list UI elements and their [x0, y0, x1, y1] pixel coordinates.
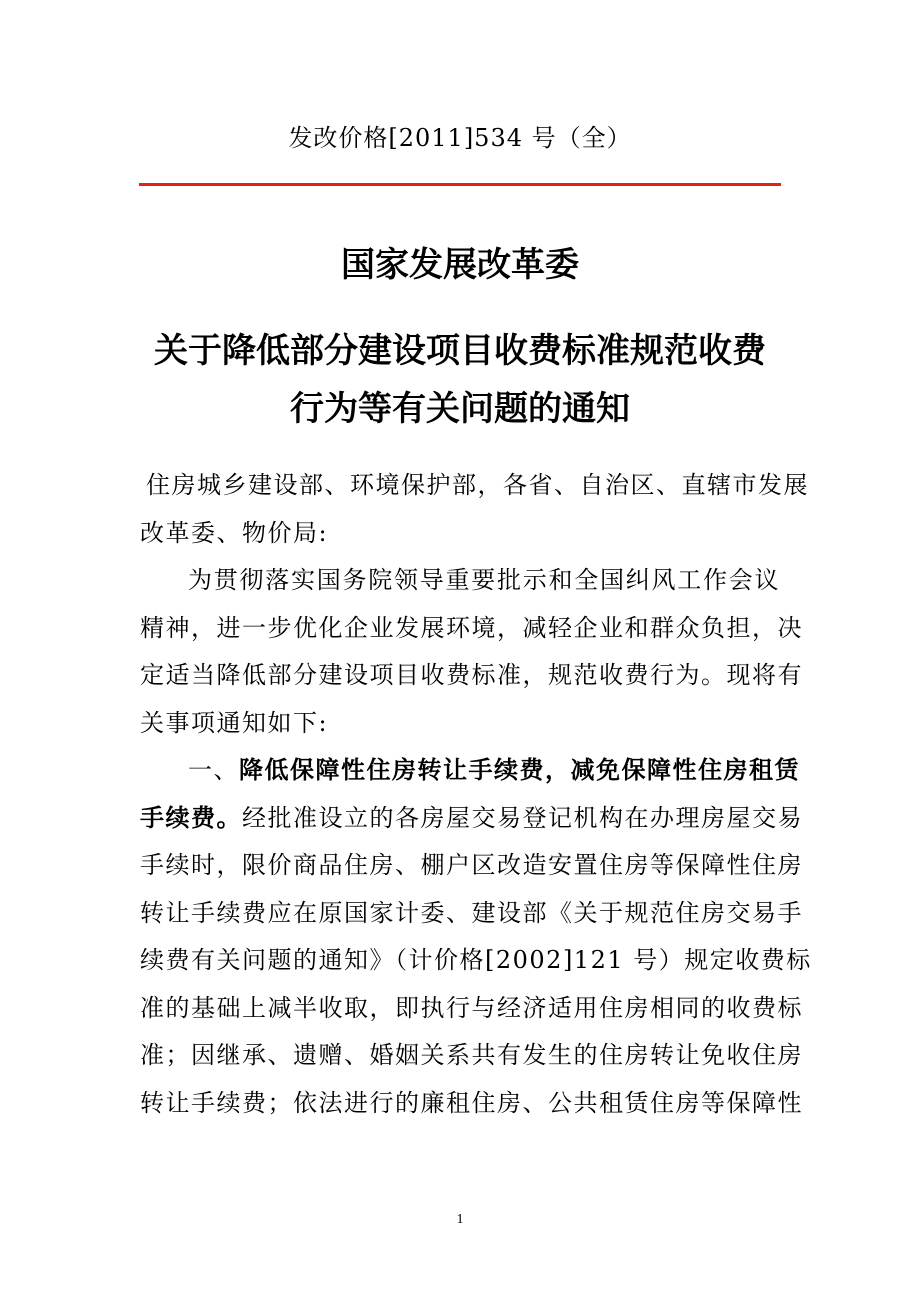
- document-number: 发改价格[2011]534 号（全）: [288, 124, 632, 152]
- intro-line-2: 精神，进一步优化企业发展环境，减轻企业和群众负担，决: [140, 613, 803, 642]
- title-line-1: 关于降低部分建设项目收费标准规范收费: [154, 331, 766, 371]
- addressee-line-1: 住房城乡建设部、环境保护部，各省、自治区、直辖市发展: [146, 471, 809, 499]
- document-title: [130, 322, 790, 438]
- intro-line-4: 关事项通知如下:: [140, 708, 329, 737]
- section1-line-4: 转让手续费应在原国家计委、建设部《关于规范住房交易手: [140, 898, 803, 927]
- section1-line-8: 转让手续费；依法进行的廉租住房、公共租赁住房等保障性: [140, 1088, 803, 1117]
- section1-line-5: 续费有关问题的通知》（计价格[2002]121 号）规定收费标: [140, 946, 812, 974]
- intro-line-1: 为贯彻落实国务院领导重要批示和全国纠风工作会议: [188, 566, 780, 594]
- section1-line-2-text: 经批准设立的各房屋交易登记机构在办理房屋交易: [242, 803, 803, 832]
- section1-heading-part1: 降低保障性住房转让手续费，减免保障性住房租赁: [239, 756, 800, 784]
- section1-number: 一、: [188, 756, 239, 784]
- section1-line-1: [140, 747, 800, 795]
- section1-line-7: 准；因继承、遗赠、婚姻关系共有发生的住房转让免收住房: [140, 1041, 803, 1069]
- issuing-authority: 国家发展改革委: [341, 245, 579, 285]
- page-number: 1: [456, 1212, 464, 1227]
- document-body: [140, 462, 812, 1127]
- title-line-2: 行为等有关问题的通知: [290, 389, 630, 429]
- addressee-line-2: 改革委、物价局:: [140, 518, 329, 547]
- intro-line-3: 定适当降低部分建设项目收费标准，规范收费行为。现将有: [140, 661, 803, 689]
- section1-line-2: [140, 795, 803, 843]
- section1-heading-part2: 手续费。: [140, 803, 242, 832]
- red-divider-line: [139, 183, 781, 186]
- section1-line-6: 准的基础上减半收取，即执行与经济适用住房相同的收费标: [140, 993, 803, 1022]
- section1-line-3: 手续时，限价商品住房、棚户区改造安置住房等保障性住房: [140, 851, 803, 879]
